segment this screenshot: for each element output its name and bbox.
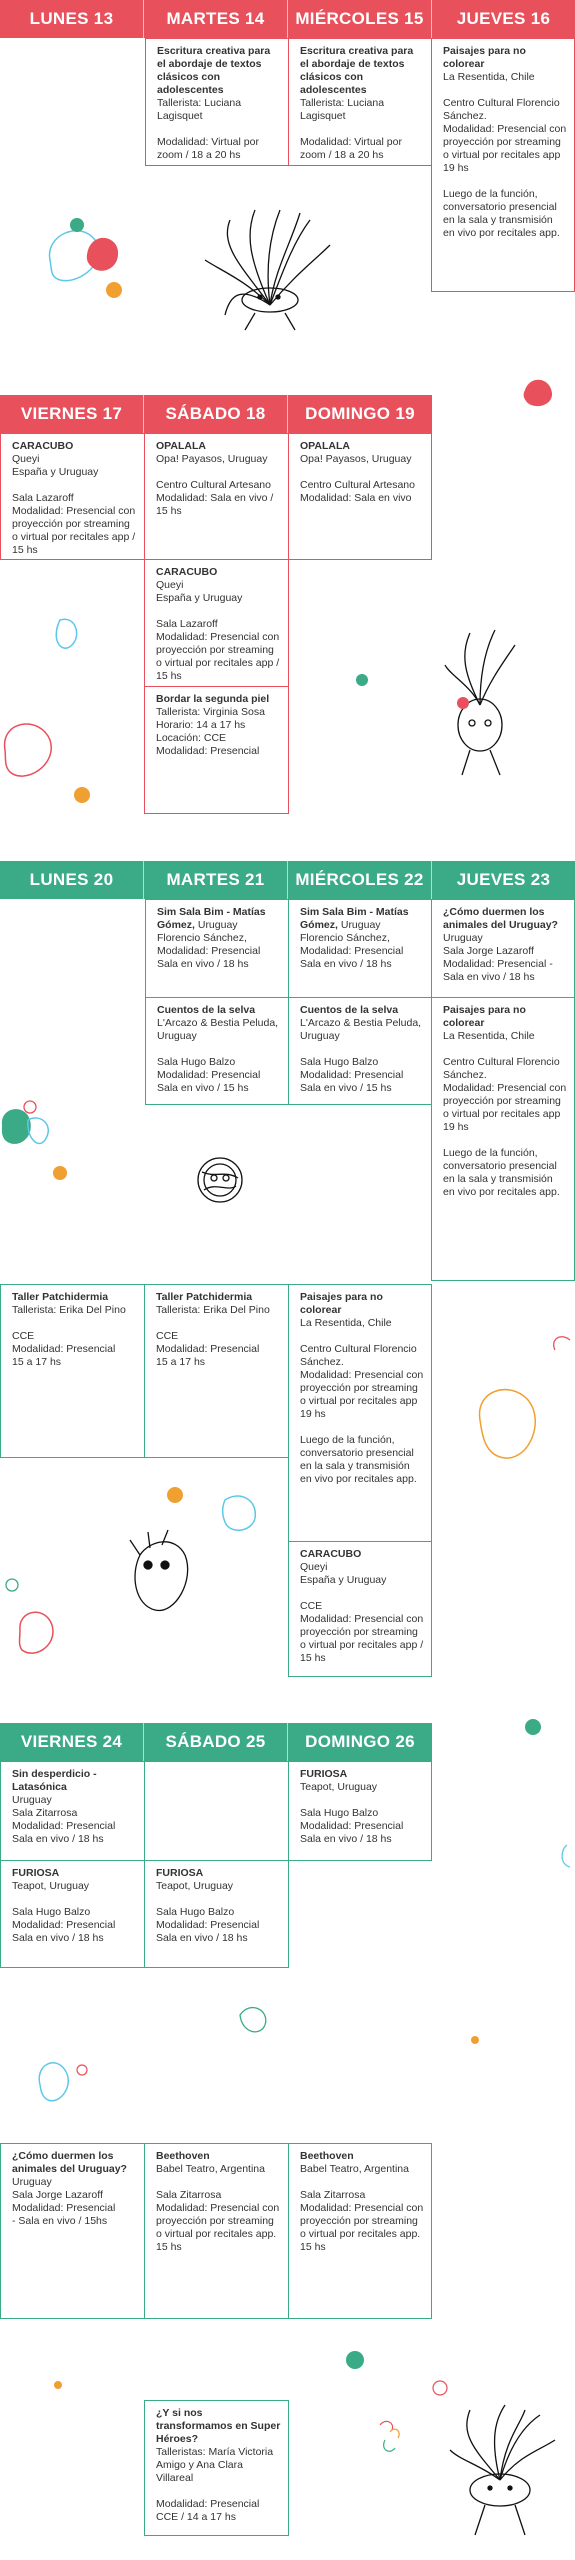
decorative-blobs: [0, 600, 110, 810]
event-title: Sin desperdicio - Latasónica: [12, 1768, 97, 1793]
event-details: Uruguay Sala Zitarrosa Modalidad: Presencial Sala en vivo / 18 hs: [12, 1794, 116, 1845]
event-title: FURIOSA: [156, 1867, 204, 1879]
event-details: Teapot, Uruguay Sala Hugo Balzo Modalidad: Presencial Sala en vivo / 18 hs: [12, 1880, 116, 1944]
event-details: Tallerista: Erika Del Pino CCE Modalidad: Presencial 15 a 17 hs: [156, 1304, 270, 1368]
day-header-label: JUEVES 23: [456, 870, 551, 889]
event-details: Babel Teatro, Argentina Sala Zitarrosa Modalidad: Presencial con proyección por streaming o virtual por recitales app. 15 hs: [156, 2163, 280, 2253]
event-details: Uruguay Sala Jorge Lazaroff Modalidad: Presencial - Sala en vivo / 18 hs: [443, 932, 553, 983]
event-details: Queyi España y Uruguay CCE Modalidad: Presencial con proyección por streaming o virtual por recitales app / 15 hs: [300, 1561, 424, 1664]
day-header-domingo-19: [288, 395, 432, 433]
event-title: Cuentos de la selva: [300, 1004, 399, 1016]
decorative-blobs: [40, 215, 130, 305]
event-title: FURIOSA: [12, 1867, 60, 1879]
decorative-blob: [520, 375, 560, 415]
decorative-blobs: [0, 1095, 80, 1175]
event-title-bold: Sim Sala Bim - Matías Gómez,: [300, 906, 409, 931]
event-details: Babel Teatro, Argentina Sala Zitarrosa Modalidad: Presencial con proyección por streaming o virtual por recitales app. 15 hs: [300, 2163, 424, 2253]
event-title-country: Uruguay: [194, 919, 238, 931]
decorative-blobs: [515, 1715, 575, 1885]
event-card-furiosa-3[interactable]: [144, 1860, 289, 1968]
decorative-blobs: [470, 1320, 575, 1480]
event-card-cuentos-de-la-selva-2[interactable]: [288, 997, 432, 1105]
event-title: Taller Patchidermia: [12, 1291, 109, 1303]
event-title: Beethoven: [300, 2150, 354, 2162]
event-card-bordar-la-segunda-piel[interactable]: [144, 686, 289, 814]
day-header-label: VIERNES 24: [20, 1732, 123, 1751]
event-title: Paisajes para no colorear: [443, 1004, 526, 1029]
day-header-miercoles-15: [288, 0, 432, 38]
event-card-sim-sala-bim-2[interactable]: [288, 899, 432, 998]
event-card-furiosa-2[interactable]: [0, 1860, 145, 1968]
day-header-label: MARTES 14: [166, 9, 265, 28]
event-details: Florencio Sánchez, Modalidad: Presencial Sala en vivo / 18 hs: [300, 932, 404, 970]
event-title: Beethoven: [156, 2150, 210, 2162]
day-header-label: VIERNES 17: [20, 404, 123, 423]
day-header-jueves-23: [432, 861, 575, 899]
event-title: ¿Cómo duermen los animales del Uruguay?: [443, 906, 558, 931]
event-title: Escritura creativa para el abordaje de textos clásicos con adolescentes: [300, 45, 414, 96]
event-title: Taller Patchidermia: [156, 1291, 253, 1303]
day-header-label: DOMINGO 26: [305, 1732, 415, 1751]
day-header-label: MIÉRCOLES 22: [295, 870, 424, 889]
event-title: Bordar la segunda piel: [156, 693, 270, 705]
event-title: Paisajes para no colorear: [300, 1291, 383, 1316]
event-card-sin-desperdicio[interactable]: [0, 1761, 145, 1861]
event-card-opalala-1[interactable]: [144, 433, 289, 560]
doodle-creature-illustration: [50, 2340, 570, 2550]
event-details: L'Arcazo & Bestia Peluda, Uruguay Sala Hugo Balzo Modalidad: Presencial Sala en vivo / 15 hs: [157, 1017, 279, 1094]
event-card-como-duermen-los-animales-2[interactable]: [0, 2143, 145, 2319]
doodle-ball-illustration: [190, 1150, 250, 1210]
day-header-label: LUNES 13: [29, 9, 114, 28]
event-card-caracubo-3[interactable]: [288, 1541, 432, 1677]
event-title-bold: Sim Sala Bim - Matías Gómez,: [157, 906, 266, 931]
event-card-taller-patchidermia-1[interactable]: [0, 1284, 145, 1458]
day-header-label: MIÉRCOLES 15: [295, 9, 424, 28]
day-header-sabado-18: [144, 395, 288, 433]
day-header-label: LUNES 20: [29, 870, 114, 889]
doodle-creature-illustration: [200, 205, 340, 335]
event-details: Queyi España y Uruguay Sala Lazaroff Modalidad: Presencial con proyección por streaming o virtual por recitales app / 15 hs: [12, 453, 136, 556]
event-card-taller-patchidermia-2[interactable]: [144, 1284, 289, 1458]
event-details: Teapot, Uruguay Sala Hugo Balzo Modalidad: Presencial Sala en vivo / 18 hs: [156, 1880, 260, 1944]
event-title: CARACUBO: [156, 566, 218, 578]
doodle-creature-illustration: [350, 625, 570, 795]
event-details: Tallerista: Erika Del Pino CCE Modalidad: Presencial 15 a 17 hs: [12, 1304, 126, 1368]
event-details: La Resentida, Chile Centro Cultural Florencio Sánchez. Modalidad: Presencial con proyección por streaming o virtual por recitales app 19 hs Luego de la función, conversatorio presencial en la sala y transmisión en vivo por recitales app.: [443, 71, 567, 239]
event-title: OPALALA: [156, 440, 206, 452]
event-details: La Resentida, Chile Centro Cultural Florencio Sánchez. Modalidad: Presencial con proyección por streaming o virtual por recitales app 19 hs Luego de la función, conversatorio presencial en la sala y transmisión en vivo por recitales app.: [443, 1030, 567, 1198]
day-header-viernes-17: [0, 395, 144, 433]
event-title: [157, 906, 281, 932]
event-details: Opa! Payasos, Uruguay Centro Cultural Artesano Modalidad: Sala en vivo / 15 hs: [156, 453, 274, 517]
event-card-paisajes-para-no-colorear-2[interactable]: [431, 997, 575, 1281]
event-details: Opa! Payasos, Uruguay Centro Cultural Artesano Modalidad: Sala en vivo: [300, 453, 415, 504]
event-details: Uruguay Sala Jorge Lazaroff Modalidad: Presencial - Sala en vivo / 15hs: [12, 2176, 116, 2227]
event-title: OPALALA: [300, 440, 350, 452]
day-header-jueves-16: [432, 0, 575, 38]
event-card-caracubo[interactable]: [0, 433, 145, 560]
day-header-viernes-24: [0, 1723, 144, 1761]
event-title: FURIOSA: [300, 1768, 348, 1780]
event-card-beethoven-2[interactable]: [288, 2143, 432, 2319]
event-details: Florencio Sánchez, Modalidad: Presencial Sala en vivo / 18 hs: [157, 932, 261, 970]
day-header-domingo-26: [288, 1723, 432, 1761]
day-header-sabado-25: [144, 1723, 288, 1761]
event-card-furiosa-1[interactable]: [288, 1761, 432, 1861]
event-card-cuentos-de-la-selva-1[interactable]: [145, 997, 289, 1105]
event-title: Cuentos de la selva: [157, 1004, 256, 1016]
event-details: La Resentida, Chile Centro Cultural Florencio Sánchez. Modalidad: Presencial con proyección por streaming o virtual por recitales app 19 hs Luego de la función, conversatorio presencial en la sala y transmisión en vivo por recitales app.: [300, 1317, 424, 1485]
event-title: CARACUBO: [300, 1548, 362, 1560]
day-header-martes-21: [144, 861, 288, 899]
event-details: Queyi España y Uruguay Sala Lazaroff Modalidad: Presencial con proyección por streaming o virtual por recitales app / 15 hs: [156, 579, 280, 682]
event-details: Tallerista: Luciana Lagisquet Modalidad: Virtual por zoom / 18 a 20 hs: [157, 97, 259, 161]
event-card-como-duermen-los-animales[interactable]: [431, 899, 575, 998]
event-card-empty: [144, 1761, 289, 1861]
event-card-opalala-2[interactable]: [288, 433, 432, 560]
day-header-label: MARTES 21: [166, 870, 265, 889]
day-header-martes-14: [144, 0, 288, 38]
day-header-lunes-20: [0, 861, 144, 899]
event-card-paisajes-para-no-colorear[interactable]: [431, 38, 575, 292]
event-card-sim-sala-bim-1[interactable]: [145, 899, 289, 998]
event-title: Escritura creativa para el abordaje de textos clásicos con adolescentes: [157, 45, 271, 96]
event-card-escritura-creativa-1[interactable]: [145, 38, 289, 166]
event-title: ¿Cómo duermen los animales del Uruguay?: [12, 2150, 127, 2175]
event-details: Tallerista: Luciana Lagisquet Modalidad: Virtual por zoom / 18 a 20 hs: [300, 97, 402, 161]
event-card-caracubo-2[interactable]: [144, 559, 289, 687]
event-card-beethoven-1[interactable]: [144, 2143, 289, 2319]
day-header-label: SÁBADO 25: [165, 1732, 266, 1751]
event-details: Talleristas: María Victoria Amigo y Ana Clara Villareal Modalidad: Presencial CCE / 14 a 17 hs: [156, 2446, 274, 2523]
day-header-lunes-13: [0, 0, 144, 38]
event-title: Paisajes para no colorear: [443, 45, 526, 70]
event-title: CARACUBO: [12, 440, 74, 452]
event-card-paisajes-para-no-colorear-3[interactable]: [288, 1284, 432, 1542]
day-header-label: JUEVES 16: [456, 9, 551, 28]
doodle-creature-illustration: [0, 1480, 280, 1680]
event-title: [300, 906, 424, 932]
event-title: ¿Y si nos transformamos en Super Héroes?: [156, 2407, 281, 2445]
event-details: L'Arcazo & Bestia Peluda, Uruguay Sala Hugo Balzo Modalidad: Presencial Sala en vivo / 15 hs: [300, 1017, 422, 1094]
day-header-miercoles-22: [288, 861, 432, 899]
day-header-label: DOMINGO 19: [305, 404, 415, 423]
event-details: Teapot, Uruguay Sala Hugo Balzo Modalidad: Presencial Sala en vivo / 18 hs: [300, 1781, 404, 1845]
event-card-escritura-creativa-2[interactable]: [288, 38, 432, 166]
event-title-country: Uruguay: [337, 919, 381, 931]
event-details: Tallerista: Virginia Sosa Horario: 14 a 17 hs Locación: CCE Modalidad: Presencial: [156, 706, 265, 757]
day-header-label: SÁBADO 18: [165, 404, 266, 423]
decorative-blobs: [30, 1985, 470, 2125]
